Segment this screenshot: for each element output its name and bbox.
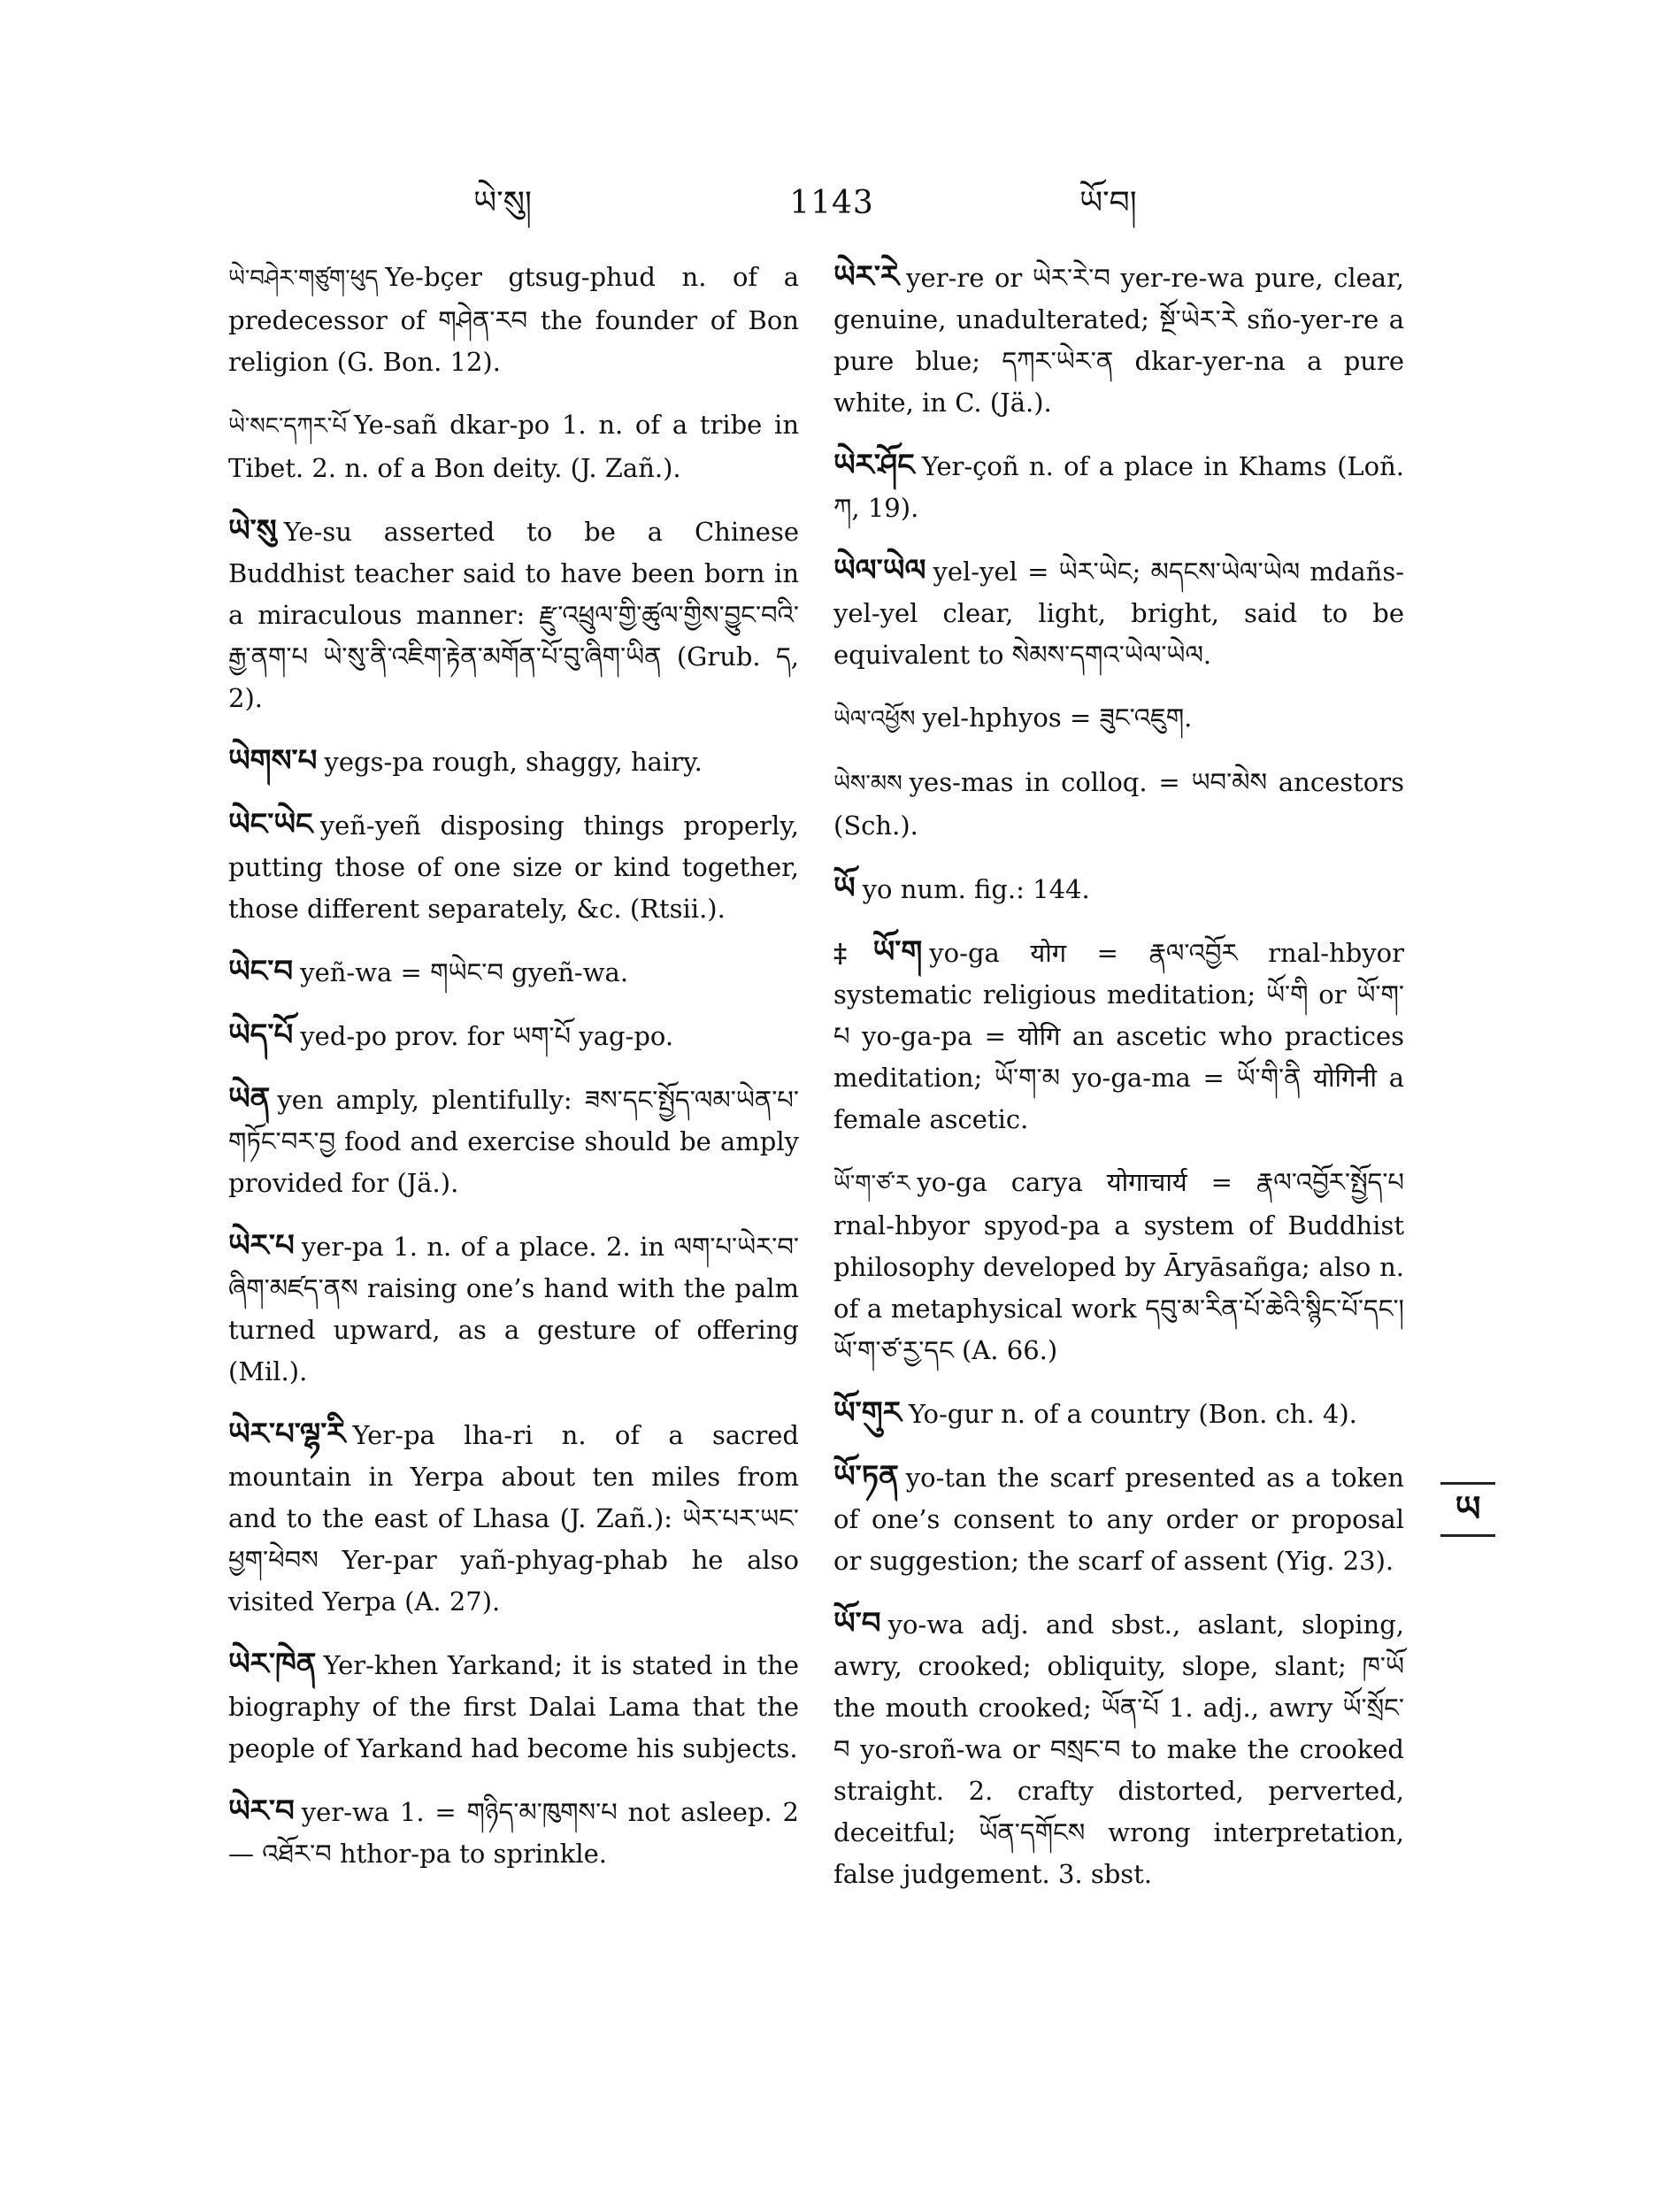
header-right-guideword: ཡོ་བ། <box>1079 185 1137 221</box>
entry-headword: ཡེན <box>228 1081 271 1117</box>
dictionary-entry <box>833 697 1404 741</box>
dictionary-entry <box>833 550 1404 676</box>
entry-definition: Yer-çoñ n. of a place in Khams (Loñ. ཀ, 19). <box>833 451 1404 523</box>
entry-headword: ཡེར་ཁེན <box>228 1647 317 1682</box>
entry-headword: ཡེང་བ <box>228 954 294 989</box>
entry-definition: yel-yel = ཡེར་ཡེང; མདངས་ཡེལ་ཡེལ mdañs-yel-yel clear, light, bright, said to be equivalent to སེམས་དགའ་ཡེལ་ཡེལ. <box>833 557 1404 670</box>
entry-headword: ཡེགས་པ <box>228 743 318 779</box>
entry-definition: Ye-su asserted to be a Chinese Buddhist teacher said to have been born in a miraculous manner: རྫུ་འཕྲུལ་གྱི་ཚུལ་གྱིས་བྱུང་བའི་རྒྱ་ནག་པ ཡེ་སུ་ནི་འཇིག་རྟེན་མགོན་པོ་བུ་ཞིག་ཡིན (Grub. ད, 2). <box>228 517 799 713</box>
entry-headword: ཡེང་ཡེང <box>228 807 313 842</box>
dictionary-entry <box>833 762 1404 847</box>
entry-headword: ཡེལ་འཕྱོས <box>833 706 916 733</box>
entry-definition: yo-wa adj. and sbst., aslant, sloping, awry, crooked; obliquity, slope, slant; ཁ་ཡོ the mouth crooked; ཡོན་པོ 1. adj., awry ཡོ་སྲོང་བ yo-sroñ-wa or བསྲང་བ to make the crooked straight. 2. crafty distorted, perverted, deceitful; ཡོན་དགོངས wrong interpretation, false judgement. 3. sbst. <box>833 1609 1404 1889</box>
entry-headword: ཡེར་པ <box>228 1228 295 1263</box>
entry-definition: yer-re or ཡེར་རེ་བ yer-re-wa pure, clear, genuine, unadulterated; སྔོ་ཡེར་རེ sño-yer-re a pure blue; དཀར་ཡེར་ན dkar-yer-na a pure white, in C. (Jä.). <box>833 263 1404 418</box>
entry-definition: Ye-bçer gtsug-phud n. of a predecessor of གཤེན་རབ the founder of Bon religion (G. Bon. 12). <box>228 262 799 377</box>
dictionary-entry <box>833 1603 1404 1895</box>
dictionary-entry <box>833 1456 1404 1582</box>
entry-headword: ཡེས་མས <box>833 771 902 797</box>
dagger-mark: ‡ <box>833 938 870 968</box>
entry-headword: ཡོ་ག་ཙ་ར <box>833 1171 910 1197</box>
entry-headword: ཡེར་རེ <box>833 259 900 295</box>
entry-headword: ཡེར་བ <box>228 1793 295 1829</box>
entry-definition: yo-tan the scarf presented as a token of one’s consent to any order or proposal or suggestion; the scarf of assent (Yig. 23). <box>833 1463 1404 1576</box>
thumb-index-mark <box>1440 1482 1495 1537</box>
dictionary-entry <box>228 804 799 930</box>
entry-definition: Yo-gur n. of a country (Bon. ch. 4). <box>908 1399 1357 1429</box>
entry-headword: ཡོ་ག <box>872 934 923 970</box>
dictionary-entry <box>833 257 1404 424</box>
entry-definition: yeñ-wa = གཡེང་བ gyeñ-wa. <box>300 957 629 987</box>
entry-headword: ཡེད་པོ <box>228 1018 294 1053</box>
entry-definition: Ye-sañ dkar-po 1. n. of a tribe in Tibet. 2. n. of a Bon deity. (J. Zañ.). <box>228 410 799 483</box>
entry-definition: Yer-khen Yarkand; it is stated in the biography of the first Dalai Lama that the people of Yarkand had become his subjects. <box>228 1650 799 1763</box>
dictionary-entry <box>228 1644 799 1770</box>
dictionary-entry <box>228 1791 799 1875</box>
entry-definition: yo-ga carya योगाचार्य = རྣལ་འབྱོར་སྤྱོད་པ rnal-hbyor spyod-pa a system of Buddhist philosophy developed by Āryāsañga; also n. of a metaphysical work དབུ་མ་རིན་པོ་ཆེའི་སྙིང་པོ་དང་། ཡོ་ག་ཙ་རྱ་དང (A. 66.) <box>833 1167 1404 1365</box>
dictionary-entry <box>228 404 799 489</box>
entry-headword: ཡོ་ཏན <box>833 1459 899 1494</box>
entry-headword: ཡོ་བ <box>833 1606 881 1641</box>
dictionary-entry <box>228 1225 799 1393</box>
entry-headword: ཡེ་བཤེར་གཙུག་ཕུད <box>228 265 379 292</box>
dictionary-entry <box>228 511 799 719</box>
entry-definition: yel-hphyos = ཟུང་འཇུག. <box>922 703 1193 733</box>
dictionary-entry <box>228 1015 799 1057</box>
dictionary-entry <box>228 741 799 783</box>
entry-headword: ཡོ་གུར <box>833 1395 902 1431</box>
entry-definition: yed-po prov. for ཡག་པོ yag-po. <box>300 1021 674 1051</box>
page-number: 1143 <box>789 185 874 221</box>
entry-headword: ཡེལ་ཡེལ <box>833 553 926 588</box>
entry-definition: yer-pa 1. n. of a place. 2. in ལག་པ་ཡེར་བ་ཞིག་མཛད་ནས raising one’s hand with the palm turned upward, as a gesture of offering (Mil.). <box>228 1232 799 1386</box>
entry-definition: yen amply, plentifully: ཟས་དང་སྤྱོད་ལམ་ཡེན་པ་གཏོང་བར་བྱ food and exercise should be amply provided for (Jä.). <box>228 1085 799 1198</box>
entry-definition: yegs-pa rough, shaggy, hairy. <box>324 747 703 777</box>
dictionary-entry <box>833 1162 1404 1371</box>
entry-definition: yeñ-yeñ disposing things properly, putting those of one size or kind together, those different separately, &c. (Rtsii.). <box>228 810 799 924</box>
right-column <box>833 257 1404 1916</box>
entry-definition: yo num. fig.: 144. <box>862 874 1090 904</box>
entry-headword: ཡེ་སུ <box>228 513 277 549</box>
header-left-guideword: ཡེ་སུ། <box>473 185 532 221</box>
dictionary-entry <box>833 868 1404 910</box>
entry-definition: Yer-pa lha-ri n. of a sacred mountain in Yerpa about ten miles from and to the east of Lhasa (J. Zañ.): ཡེར་པར་ཡང་ཕྱག་ཕེབས Yer-par yañ-phyag-phab he also visited Yerpa (A. 27). <box>228 1420 799 1617</box>
dictionary-entry <box>228 951 799 994</box>
dictionary-entry <box>228 1079 799 1204</box>
entry-headword: ཡེ་སང་དཀར་པོ <box>228 413 348 440</box>
entry-definition: yo-ga योग = རྣལ་འབྱོར rnal-hbyor systematic religious meditation; ཡོ་གི or ཡོ་ག་པ yo-ga-pa = योगि an ascetic who practices meditation; ཡོ་ག་མ yo-ga-ma = ཡོ་གི་ནི योगिनी a female ascetic. <box>833 938 1404 1134</box>
entry-definition: yes-mas in colloq. = ཡབ་མེས ancestors (Sch.). <box>833 767 1404 841</box>
page-header <box>0 177 1659 230</box>
left-column <box>228 257 799 1896</box>
dictionary-entry <box>228 257 799 383</box>
dictionary-entry <box>228 1414 799 1623</box>
entry-headword: ཡེར་ཤོང <box>833 448 915 483</box>
thumb-index-letter: ཡ <box>1455 1488 1481 1530</box>
dictionary-entry <box>833 1393 1404 1435</box>
entry-headword: ཡོ <box>833 871 856 906</box>
dictionary-entry <box>833 932 1404 1141</box>
entry-definition: yer-wa 1. = གཉིད་མ་ཁུགས་པ not asleep. 2 — འཐོར་བ hthor-pa to sprinkle. <box>228 1797 799 1869</box>
entry-headword: ཡེར་པ་ལྷ་རི <box>228 1417 346 1452</box>
dictionary-entry <box>833 445 1404 529</box>
